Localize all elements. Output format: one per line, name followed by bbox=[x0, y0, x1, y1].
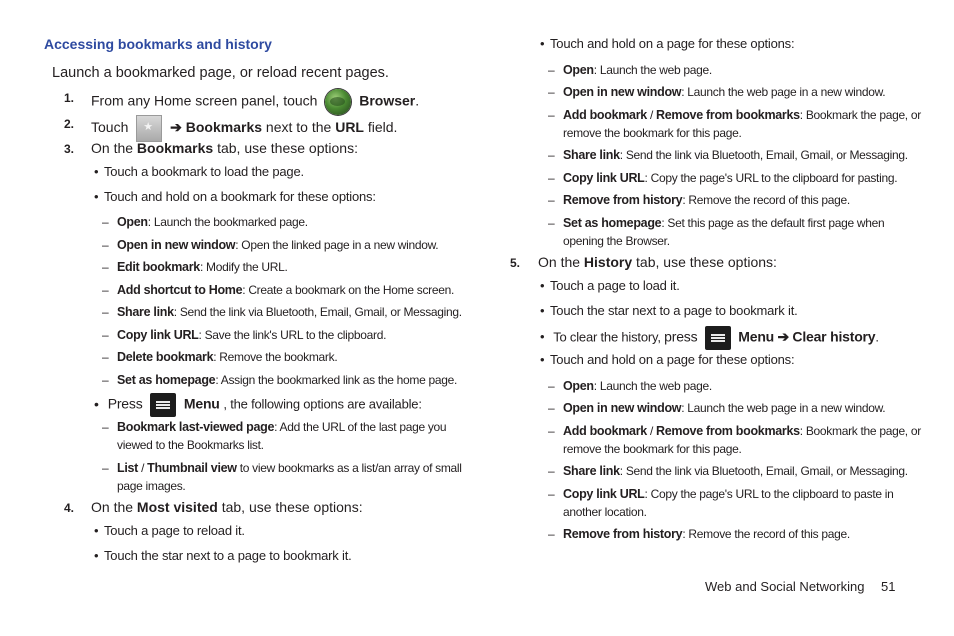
option-item: – List / Thumbnail view to view bookmarks as a list/an array of small page images. bbox=[102, 461, 462, 493]
option-item: – Open in new window: Launch the web page in a new window. bbox=[548, 401, 886, 415]
option-item: – Copy link URL: Save the link's URL to the clipboard. bbox=[102, 328, 387, 342]
bullet: • Touch a page to reload it. bbox=[94, 523, 245, 538]
option-item: – Add shortcut to Home: Create a bookmark on the Home screen. bbox=[102, 283, 454, 297]
bullet: • Touch and hold on a page for these options: bbox=[540, 36, 794, 51]
page-number: 51 bbox=[881, 579, 896, 594]
option-item: – Copy link URL: Copy the page's URL to the clipboard to paste in another location. bbox=[548, 487, 894, 519]
option-item: – Remove from history: Remove the record of this page. bbox=[548, 193, 850, 207]
option-item: – Open in new window: Launch the web page in a new window. bbox=[548, 85, 886, 99]
bookmark-star-icon bbox=[136, 115, 162, 142]
option-item: – Edit bookmark: Modify the URL. bbox=[102, 260, 288, 274]
bullet-press-menu: • Press Menu , the following options are available: bbox=[94, 393, 422, 417]
manual-page: Accessing bookmarks and history Launch a bookmarked page, or reload recent pages. 1. From any Home screen panel, touch Browser. 2. Touch ★ ➔ Bookmarks next to the URL field. 3. On the Bookmarks tab, use these options: • Touch a bookmark to load the page. • Touch and hold on a bookmark for these options: – Open: Launch the bookmarked page. – Open in new window: Open the linked page in a new window. – Edit bookmark: Modify the URL. – Add shortcut to Home: Create a bookmark on the Home screen. – Share link: Send the link via Bluetooth, Email, Gmail, or Messaging. – Copy link URL: Save the link's URL to the clipboard. – Delete bookmark: Remove the bookmark. – Set as homepage: Assign the bookmarked link as the home page. • Press Menu , the following options are available: – Bookmark last-viewed page: Add the URL of the last page you viewed to the Bookmarks list. – List / Thumbnail view to view bookmarks as a list/an array of small page images. 4. On the Most visited tab, use these options: • Touch a page to reload it. • Touch the star next to a page to bookmark it. • Touch and hold on a page for these options: – Open: Launch the web page. – Open in new window: Launch the web page in a new window. – Add bookmark / Remove from bookmarks: Bookmark the page, or remove the bookmark for this page. – Share link: Send the link via Bluetooth, Email, Gmail, or Messaging. – Copy link URL: Copy the page's URL to the clipboard for pasting. – Remove from history: Remove the record of this page. – Set as homepage: Set this page as the default first page when opening the Browser. 5. On the History tab, use these options: • Touch a page to load it. • Touch the star next to a page to bookmark it. • To clear the history, press Menu ➔ Clear history. • Touch and hold on a page for these options: – Open: Launch the web page. – Open in new window: Launch the web page in a new window. – Add bookmark / Remove from bookmarks: Bookmark the page, or remove the bookmark for this page. – Share link: Send the link via Bluetooth, Email, Gmail, or Messaging. – Copy link URL: Copy the page's URL to the clipboard to paste in another location. – Remove from history: Remove the record of this page. Web and Social Networking 51 bbox=[0, 0, 954, 636]
option-item: – Open: Launch the web page. bbox=[548, 379, 712, 393]
option-item: – Bookmark last-viewed page: Add the URL of the last page you viewed to the Bookmarks list. bbox=[102, 420, 447, 452]
option-item: – Open: Launch the bookmarked page. bbox=[102, 215, 308, 229]
option-item: – Share link: Send the link via Bluetooth, Email, Gmail, or Messaging. bbox=[548, 148, 908, 162]
option-item: – Delete bookmark: Remove the bookmark. bbox=[102, 350, 338, 364]
bullet: • Touch the star next to a page to bookmark it. bbox=[94, 548, 352, 563]
option-item: – Share link: Send the link via Bluetooth, Email, Gmail, or Messaging. bbox=[102, 305, 462, 319]
intro-text: Launch a bookmarked page, or reload recent pages. bbox=[52, 65, 389, 81]
option-item: – Add bookmark / Remove from bookmarks: Bookmark the page, or remove the bookmark for this page. bbox=[548, 424, 921, 456]
option-item: – Share link: Send the link via Bluetooth, Email, Gmail, or Messaging. bbox=[548, 464, 908, 478]
option-item: – Set as homepage: Assign the bookmarked link as the home page. bbox=[102, 373, 458, 387]
option-item: – Add bookmark / Remove from bookmarks: Bookmark the page, or remove the bookmark for this page. bbox=[548, 108, 921, 140]
browser-icon bbox=[325, 89, 351, 115]
option-item: – Copy link URL: Copy the page's URL to the clipboard for pasting. bbox=[548, 171, 898, 185]
bullet: • Touch and hold on a page for these options: bbox=[540, 352, 794, 367]
bullet: • Touch the star next to a page to bookmark it. bbox=[540, 303, 798, 318]
bullet: • Touch a bookmark to load the page. bbox=[94, 164, 304, 179]
menu-icon bbox=[705, 326, 731, 350]
bullet-clear-history: • To clear the history, press Menu ➔ Clear history. bbox=[540, 326, 879, 350]
section-heading: Accessing bookmarks and history bbox=[44, 36, 272, 52]
bullet: • Touch a page to load it. bbox=[540, 278, 680, 293]
option-item: – Open in new window: Open the linked page in a new window. bbox=[102, 238, 439, 252]
option-item: – Remove from history: Remove the record of this page. bbox=[548, 527, 850, 541]
option-item: – Open: Launch the web page. bbox=[548, 63, 712, 77]
footer-section-name: Web and Social Networking bbox=[705, 579, 865, 594]
menu-icon bbox=[150, 393, 176, 417]
option-item: – Set as homepage: Set this page as the default first page when opening the Browser. bbox=[548, 216, 885, 248]
bullet: • Touch and hold on a bookmark for these options: bbox=[94, 189, 376, 204]
